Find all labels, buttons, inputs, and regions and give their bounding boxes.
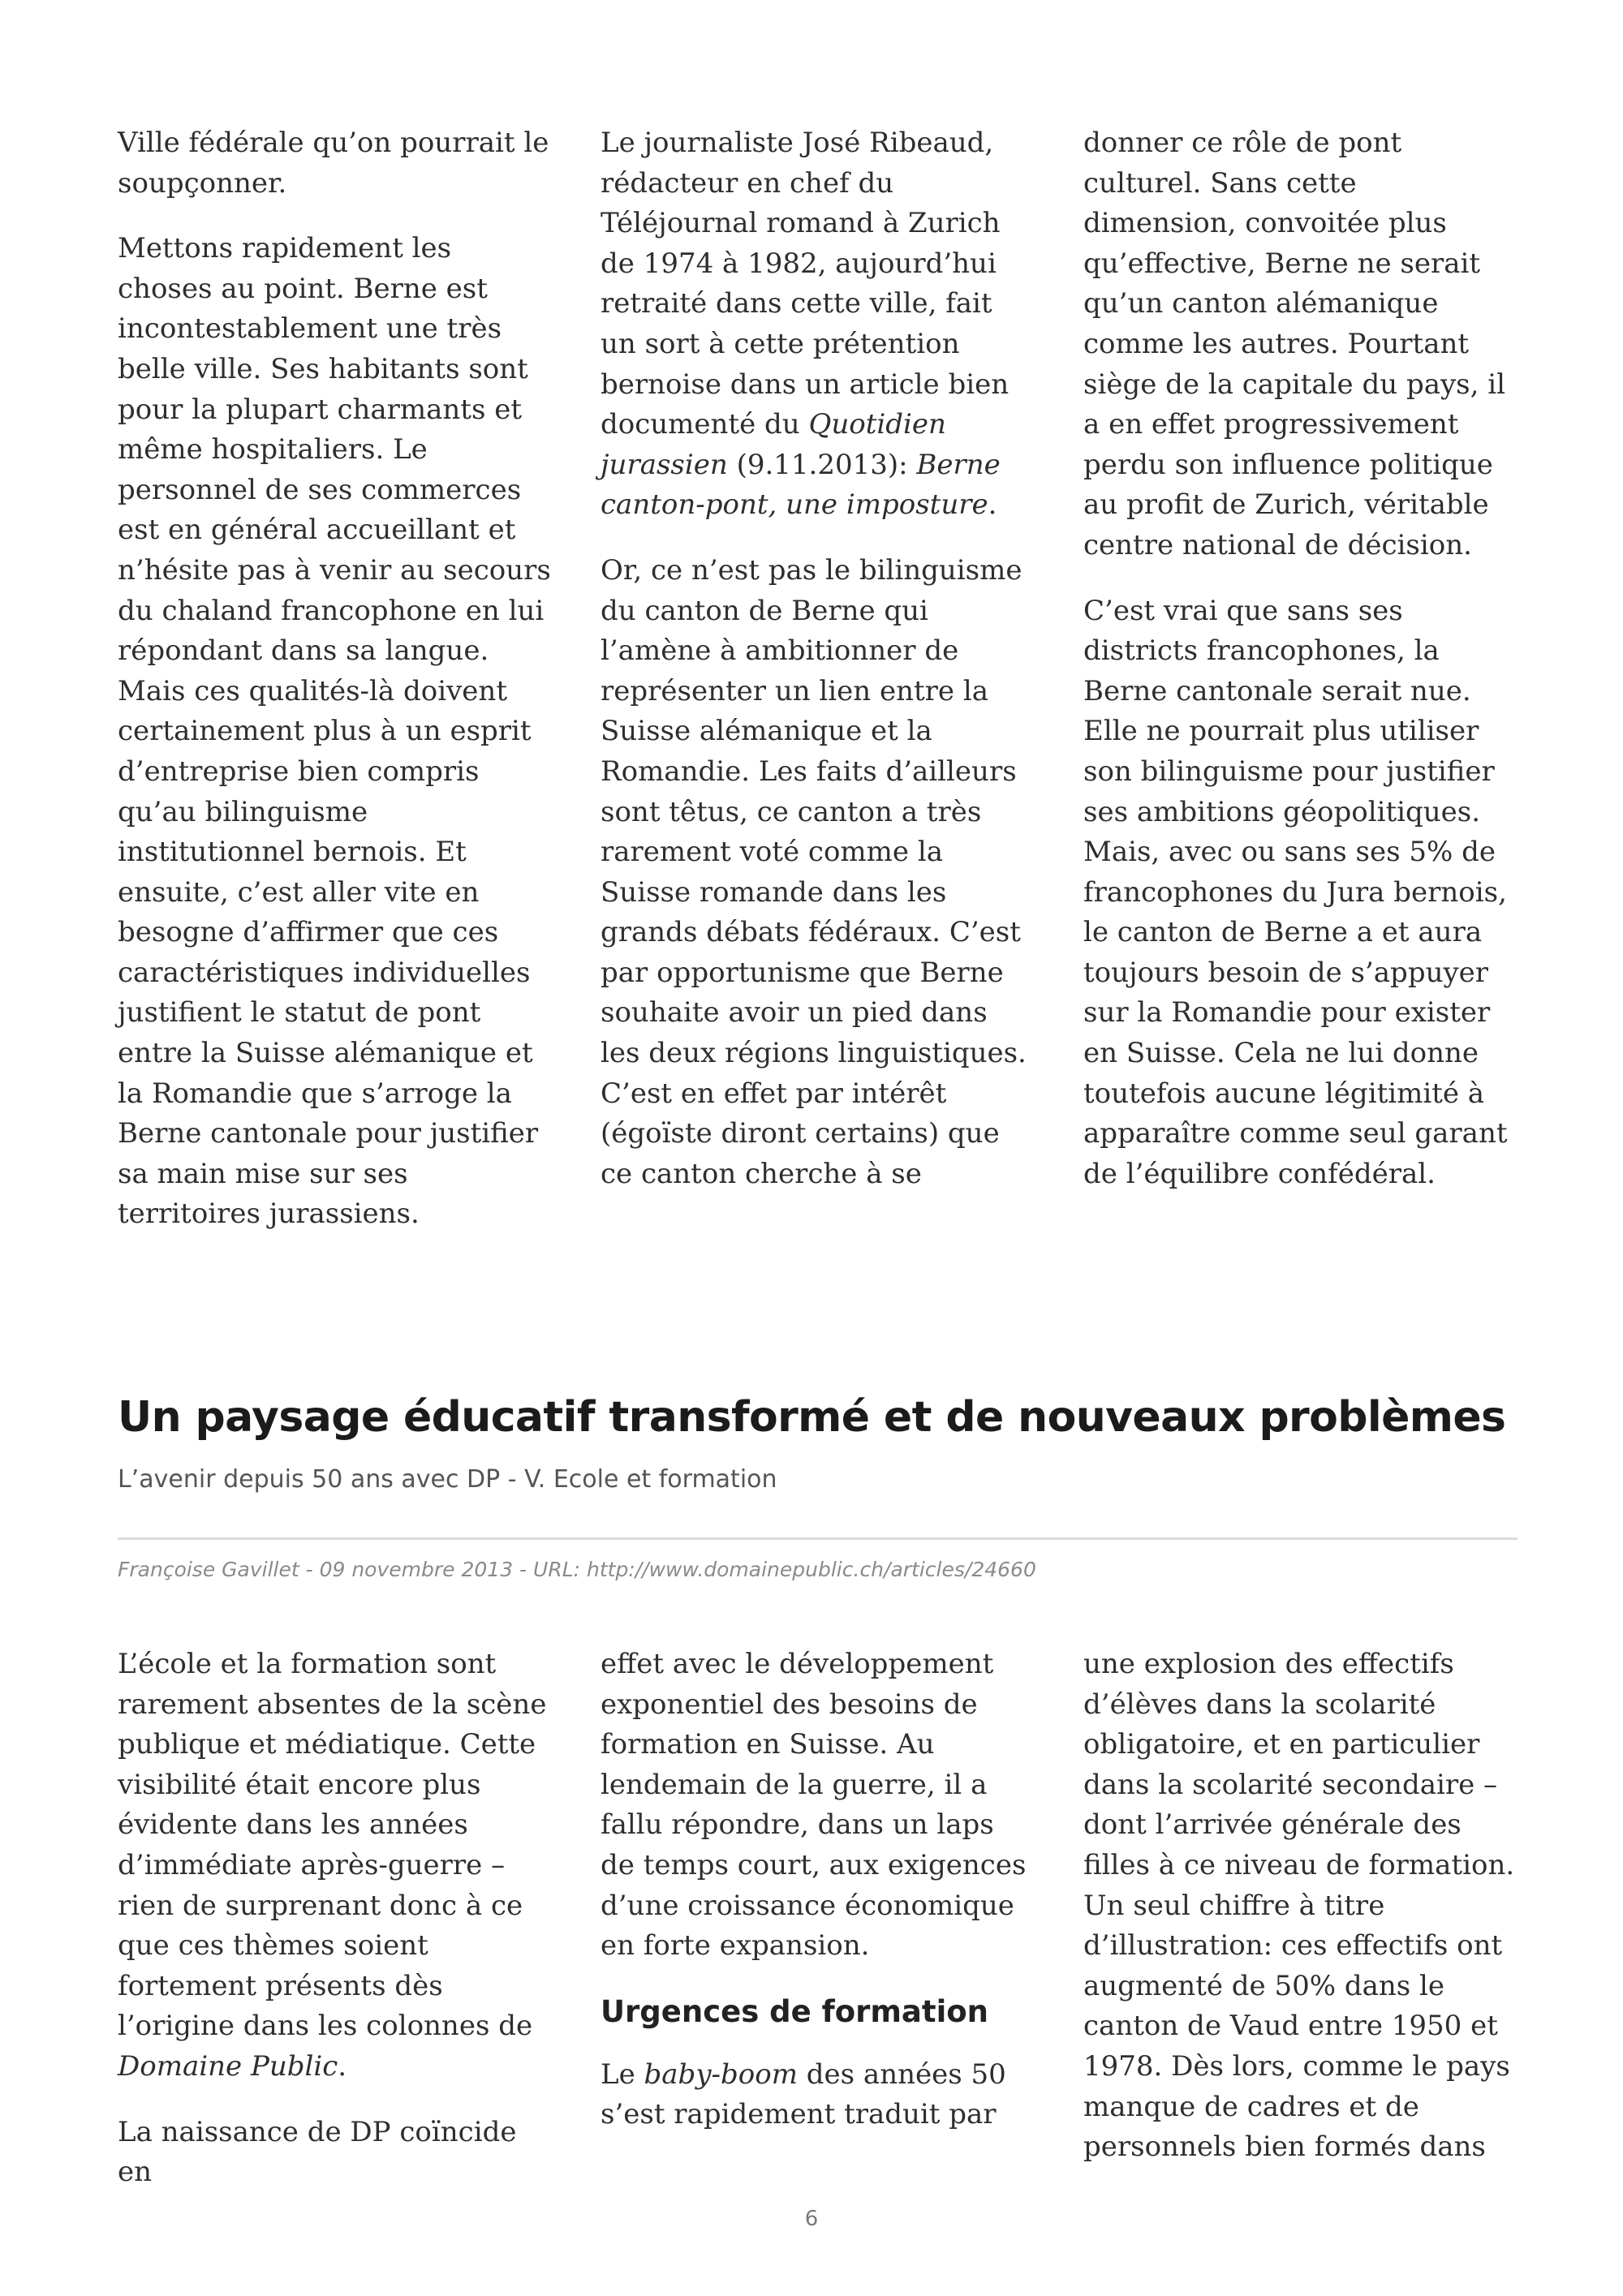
header-divider [118,1537,1518,1540]
paragraph: Le baby-boom des années 50 s’est rapidement traduit par [601,2057,1006,2131]
journal-name: Domaine Public [118,2049,338,2083]
source-publication: Quotidien jurassien [601,408,946,481]
paragraph: L’école et la formation sont rarement absentes de la scène publique et médiatique. Cette visibilité était encore plus évidente dans les années d’immédiate après-guerre – rien de surprenant donc à ce que ces thèmes soient fortement présents dès l’origine dans les colonnes de Domaine Public. [118,1648,547,2083]
paragraph: effet avec le développement exponentiel des besoins de formation en Suisse. Au lendemain de la guerre, il a fallu répondre, dans un laps de temps court, aux exigences d’une croissance économique en forte expansion. [601,1648,1027,1963]
paragraph: Le journaliste José Ribeaud, rédacteur en chef du Téléjournal romand à Zurich de 1974 à 1982, aujourd’hui retraité dans cette ville, fait un sort à cette prétention bernoise dans un article bien documenté du Quotidien jurassien (9.11.2013): Berne canton-pont, une imposture. [601,127,1010,522]
article-column-2 [601,1645,1035,2193]
paragraph: donner ce rôle de pont culturel. Sans cette dimension, convoitée plus qu’effective, Berne ne serait qu’un canton alémanique comme les autres. Pourtant siège de la capitale du pays, il a en effet progressivement perdu son influence politique au profit de Zurich, véritable centre national de décision. [1083,127,1505,561]
paragraph: Or, ce n’est pas le bilinguisme du canton de Berne qui l’amène à ambitionner de représenter un lien entre la Suisse alémanique et la Romandie. Les faits d’ailleurs sont têtus, ce canton a très rarement voté comme la Suisse romande dans les grands débats fédéraux. C’est par opportunisme que Berne souhaite avoir un pied dans les deux régions linguistiques. C’est en effet par intérêt (égoïste diront certains) que ce canton cherche à se [601,553,1027,1190]
paragraph: Mettons rapidement les choses au point. Berne est incontestablement une très belle ville. Ses habitants sont pour la plupart charmants et même hospitaliers. Le personnel de ses commerces est en général accueillant et n’hésite pas à venir au secours du chaland francophone en lui répondant dans sa langue. Mais ces qualités-là doivent certainement plus à un esprit d’entreprise bien compris qu’au bilinguisme institutionnel bernois. Et ensuite, c’est aller vite en besogne d’affirmer que ces caractéristiques individuelles justifient le statut de pont entre la Suisse alémanique et la Romandie que s’arroge la Berne cantonale pour justifier sa main mise sur ses territoires jurassiens. [118,232,551,1231]
paragraph: une explosion des effectifs d’élèves dans la scolarité obligatoire, et en particulier dans la scolarité secondaire – dont l’arrivée générale des filles à ce niveau de formation. Un seul chiffre à titre d’illustration: ces effectifs ont augmenté de 50% dans le canton de Vaud entre 1950 et 1978. Dès lors, comme le pays manque de cadres et de personnels bien formés dans [1083,1648,1515,2164]
paragraph: La naissance de DP coïncide en [118,2115,517,2189]
previous-article-column-3 [1083,123,1518,1235]
page-number: 6 [804,2207,819,2231]
previous-article-columns [118,123,1518,1235]
article-subtitle: L’avenir depuis 50 ans avec DP - V. Ecole et formation [118,1465,777,1494]
previous-article-column-1 [118,123,552,1235]
paragraph: Ville fédérale qu’on pourrait le soupçonner. [118,127,549,200]
paragraph: C’est vrai que sans ses districts francophones, la Berne cantonale serait nue. Elle ne pourrait plus utiliser son bilinguisme pour justifier ses ambitions géopolitiques. Mais, avec ou sans ses 5% de francophones du Jura bernois, le canton de Berne a et aura toujours besoin de s’appuyer sur la Romandie pour exister en Suisse. Cela ne lui donne toutefois aucune légitimité à apparaître comme seul garant de l’équilibre confédéral. [1083,594,1508,1190]
cited-article-title: Berne canton-pont, une imposture [601,448,1001,522]
section-subheading: Urgences de formation [601,1993,989,2029]
article-column-3 [1083,1645,1518,2193]
article-title: Un paysage éducatif transformé et de nouveaux problèmes [118,1393,1506,1442]
article-column-1 [118,1645,552,2193]
article-columns [118,1645,1518,2193]
emphasized-term: baby-boom [644,2057,798,2091]
article-meta: Françoise Gavillet - 09 novembre 2013 - URL: http://www.domainepublic.ch/articles/24660 [118,1558,1036,1581]
previous-article-column-2 [601,123,1035,1235]
